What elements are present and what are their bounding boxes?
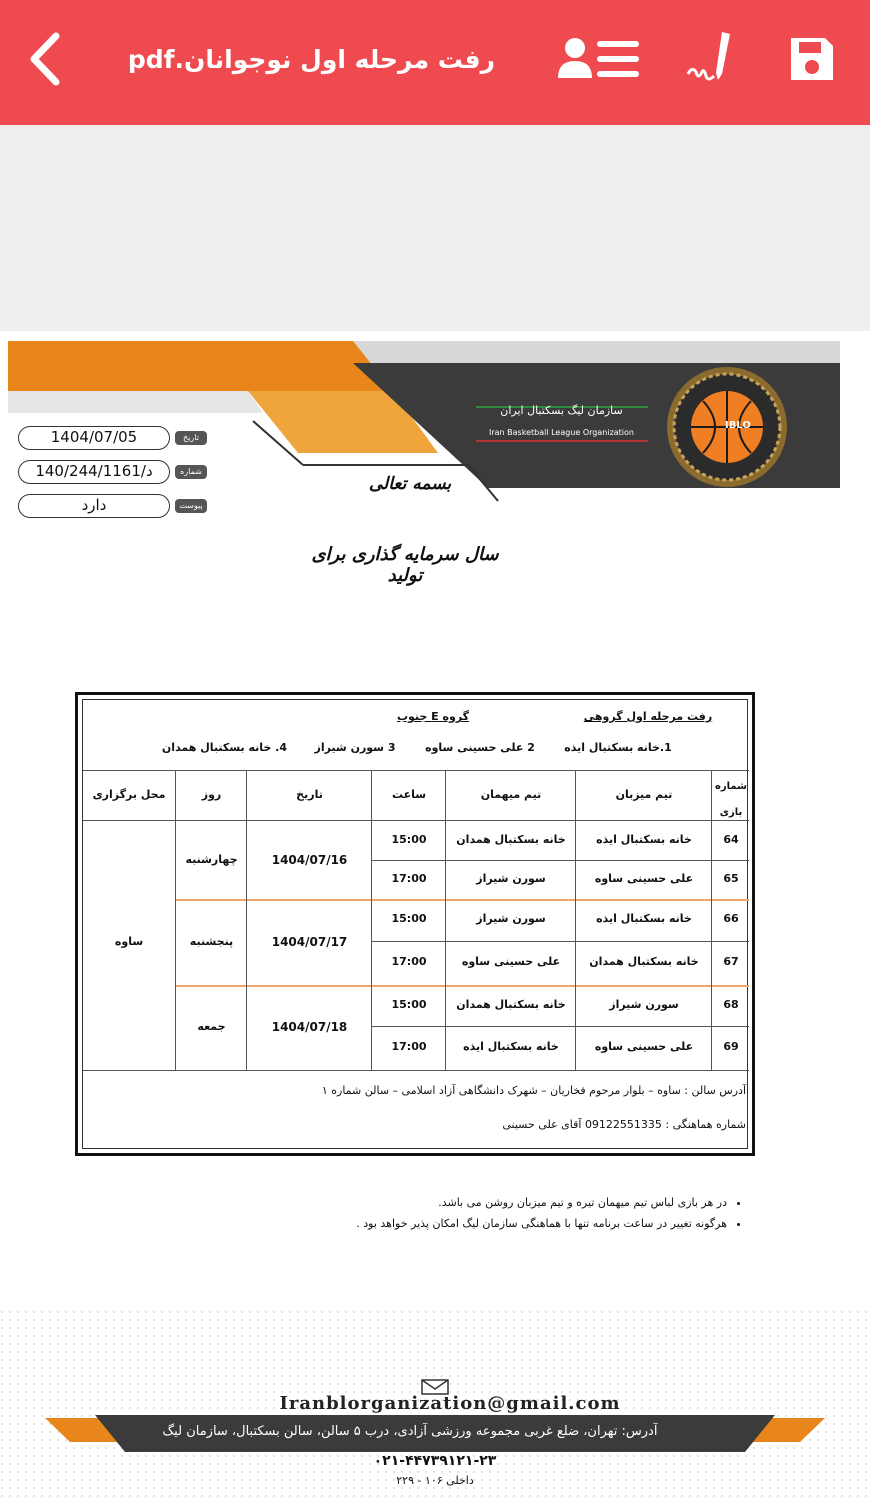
team-2: 2 علی حسینی ساوه <box>425 741 535 754</box>
venue-address: آدرس سالن : ساوه – بلوار مرحوم فخاریان – شهرک دانشگاهی آزاد اسلامی – سالن شماره ۱ <box>321 1084 746 1097</box>
header-guest-team: تیم میهمان <box>480 788 542 801</box>
signature-pen-icon[interactable] <box>684 28 740 90</box>
schedule-table <box>75 692 755 1156</box>
guest-team: علی حسینی ساوه <box>461 955 561 968</box>
home-team: علی حسینی ساوه <box>594 872 694 885</box>
match-date: 1404/07/17 <box>271 935 348 949</box>
venue-city: ساوه <box>114 935 144 948</box>
game-time: 15:00 <box>391 998 427 1011</box>
letter-date-field: 1404/07/05 <box>18 426 170 450</box>
match-day: جمعه <box>197 1020 226 1033</box>
viewer-background <box>0 125 870 331</box>
header-day: روز <box>201 788 222 801</box>
game-number: 64 <box>723 833 739 846</box>
attachment-field: دارد <box>18 494 170 518</box>
note-item: • در هر بازی لباس تیم میهمان تیره و تیم میزبان روشن می باشد. <box>320 1196 727 1209</box>
home-team: خانه بسکتبال ایذه <box>596 912 692 925</box>
header-game-number: شماره بازی <box>715 781 747 818</box>
game-time: 17:00 <box>391 1040 427 1053</box>
game-number: 66 <box>723 912 739 925</box>
home-team: خانه بسکتبال همدان <box>589 955 699 968</box>
game-number: 65 <box>723 872 739 885</box>
contact-number: شماره هماهنگی : 09122551335 آقای علی حسینی <box>502 1118 746 1131</box>
match-date: 1404/07/16 <box>271 853 348 867</box>
header-home-team: تیم میزبان <box>615 788 673 801</box>
team-3: 3 سورن شیراز <box>314 741 396 754</box>
match-day: چهارشنبه <box>185 853 238 866</box>
guest-team: خانه بسکتبال ایذه <box>463 1040 559 1053</box>
logo-text: IBLO <box>725 420 751 431</box>
header-time: ساعت <box>391 788 427 801</box>
game-number: 68 <box>723 998 739 1011</box>
header-date: تاریخ <box>296 788 323 801</box>
header-venue: محل برگزاری <box>92 788 166 801</box>
iblo-logo <box>665 365 790 490</box>
match-day: پنجشنبه <box>189 935 234 948</box>
game-time: 17:00 <box>391 872 427 885</box>
game-number: 69 <box>723 1040 739 1053</box>
footer-extension: داخلی ۱۰۶ - ۲۲۹ <box>396 1474 474 1487</box>
team-1: 1.خانه بسکتبال ایذه <box>564 741 672 754</box>
home-team: علی حسینی ساوه <box>594 1040 694 1053</box>
year-motto: سال سرمایه گذاری برای تولید <box>311 544 499 586</box>
game-time: 17:00 <box>391 955 427 968</box>
save-disk-icon[interactable] <box>787 28 837 90</box>
group-title: گروه E جنوب <box>396 710 470 723</box>
bismillah: بسمه تعالی <box>368 474 452 494</box>
footer-phone: ۰۲۱-۴۴۷۳۹۱۲۱-۲۳ <box>373 1453 497 1469</box>
guest-team: خانه بسکتبال همدان <box>456 833 566 846</box>
letter-number-label: شماره <box>175 465 207 479</box>
back-arrow-icon[interactable] <box>22 28 72 90</box>
match-date: 1404/07/18 <box>271 1020 348 1034</box>
notes-list <box>320 1196 745 1230</box>
guest-team: خانه بسکتبال همدان <box>456 998 566 1011</box>
guest-team: سورن شیراز <box>476 912 546 925</box>
note-item: • هرگونه تغییر در ساعت برنامه تنها با هماهنگی سازمان لیگ امکان پذیر خواهد بود . <box>320 1217 727 1230</box>
letter-number-field: 140/244/د/1161 <box>18 460 170 484</box>
game-time: 15:00 <box>391 833 427 846</box>
game-number: 67 <box>723 955 739 968</box>
letter-date-label: تاریخ <box>175 431 207 445</box>
home-team: سورن شیراز <box>609 998 679 1011</box>
document-title: رفت مرحله اول نوجوانان.pdf <box>127 45 495 74</box>
guest-team: سورن شیراز <box>476 872 546 885</box>
org-name-fa: سازمان لیگ بسکتبال ایران <box>500 404 623 417</box>
user-list-icon[interactable] <box>555 28 643 90</box>
team-4: 4. خانه بسکتبال همدان <box>161 741 287 754</box>
stage-title: رفت مرحله اول گروهی <box>583 710 713 723</box>
app-bar <box>0 0 870 125</box>
footer-address: آدرس: تهران، ضلع غربی مجموعه ورزشی آزادی، درب ۵ سالن، سالن بسکتبال، سازمان لیگ <box>162 1424 658 1439</box>
footer-email: Iranblorganization@gmail.com <box>279 1393 621 1414</box>
home-team: خانه بسکتبال ایذه <box>596 833 692 846</box>
game-time: 15:00 <box>391 912 427 925</box>
org-name-en: Iran Basketball League Organization <box>489 428 634 437</box>
attachment-label: پیوست <box>175 499 207 513</box>
